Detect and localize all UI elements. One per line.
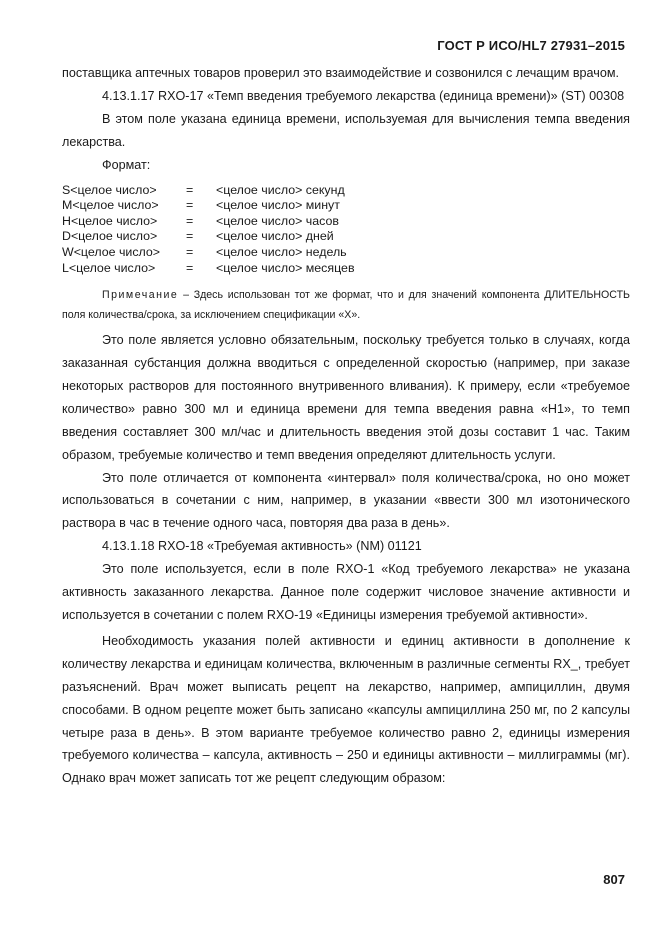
- format-code: L<целое число>: [62, 260, 156, 275]
- paragraph-interval: Это поле отличается от компонента «интервал» поля количества/срока, но оно может использоваться в сочетании с ним, например, в указании «ввести 300 мл изотонического раствора в час в течение одного часа, повторяя два раза в день».: [62, 470, 630, 531]
- paragraph-strength: Это поле используется, если в поле RXO-1 «Код требуемого лекарства» не указана активность заказанного лекарства. Данное поле содержит числовое значение активности и используется в сочетании с полем RXO-19 «Единицы измерения требуемой активности».: [62, 562, 630, 622]
- note-dash: –: [178, 289, 194, 302]
- format-equals: =: [186, 213, 194, 228]
- format-row: [62, 229, 630, 245]
- format-row: [62, 198, 630, 214]
- format-row: [62, 183, 630, 199]
- format-meaning: <целое число> часов: [216, 213, 339, 228]
- format-row: [62, 245, 630, 261]
- format-equals: =: [186, 182, 194, 197]
- paragraph-continued: поставщика аптечных товаров проверил это взаимодействие и созвонился с лечащим врачом.: [62, 66, 619, 80]
- format-row: [62, 261, 630, 277]
- section-heading-rxo-18: 4.13.1.18 RXO-18 «Требуемая активность» (NM) 01121: [102, 539, 422, 554]
- page-number: 807: [603, 872, 625, 887]
- note-label: Примечание: [102, 289, 179, 302]
- note: [62, 286, 630, 325]
- format-code: M<целое число>: [62, 198, 159, 213]
- format-code: D<целое число>: [62, 229, 158, 244]
- format-table: [62, 183, 630, 277]
- format-meaning: <целое число> недель: [216, 244, 347, 259]
- section-heading-rxo-17: 4.13.1.17 RXO-17 «Темп введения требуемого лекарства (единица времени)» (ST) 00308: [102, 88, 625, 103]
- format-meaning: <целое число> дней: [216, 229, 334, 244]
- format-code: S<целое число>: [62, 182, 157, 197]
- note-text: Здесь использован тот же формат, что и для значений компонента ДЛИТЕЛЬНОСТЬ поля количества/срока, за исключением спецификации «X».: [62, 289, 631, 321]
- format-equals: =: [186, 244, 194, 259]
- format-meaning: <целое число> секунд: [216, 182, 345, 197]
- format-equals: =: [186, 198, 194, 213]
- format-code: W<целое число>: [62, 244, 161, 259]
- paragraph-time-unit: В этом поле указана единица времени, используемая для вычисления темпа введения лекарства.: [62, 111, 630, 149]
- format-row: [62, 214, 630, 230]
- format-equals: =: [186, 260, 194, 275]
- page-content: [62, 62, 630, 790]
- format-meaning: <целое число> минут: [216, 198, 340, 213]
- paragraph-conditional: Это поле является условно обязательным, поскольку требуется только в случаях, когда заказанная субстанция должна вводиться с определенной скоростью (например, при заказе некоторых растворов для постоянного внутривенного вливания). К примеру, если «требуемое количество» равно 300 мл и единица времени для темпа введения равна «H1», то темп введения составляет 300 мл/час и длительность введения этой дозы составит 1 час. Таким образом, требуемые количество и темп введения определяют длительность услуги.: [62, 333, 630, 462]
- standard-header: ГОСТ Р ИСО/HL7 27931–2015: [437, 38, 625, 53]
- format-meaning: <целое число> месяцев: [216, 260, 355, 275]
- format-equals: =: [186, 229, 194, 244]
- format-code: H<целое число>: [62, 213, 158, 228]
- format-label: Формат:: [102, 157, 151, 172]
- paragraph-strength-units: Необходимость указания полей активности и единиц активности в дополнение к количеству лекарства и единицам количества, включенным в различные сегменты RX_, требует разъяснений. Врач может выписать рецепт на лекарство, например, ампициллин, двумя способами. В одном рецепте может быть записано «капсулы ампициллина 250 мг, по 2 капсулы четыре раза в день». В этом варианте требуемое количество равно 2, единицы измерения требуемого количества – капсула, активность – 250 и единицы активности – миллиграммы (мг). Однако врач может записать тот же рецепт следующим образом:: [62, 633, 630, 786]
